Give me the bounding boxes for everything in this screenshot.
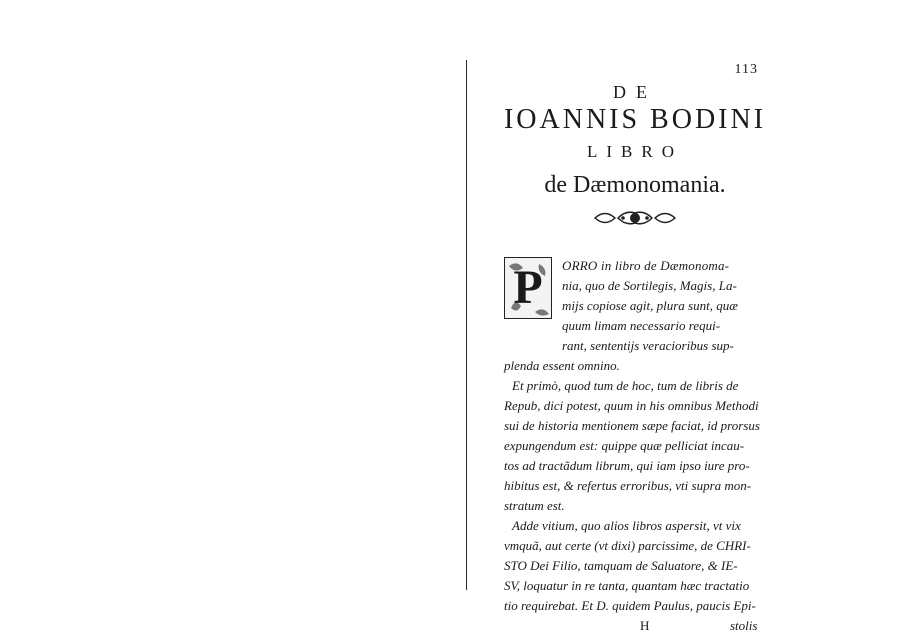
right-page: [490, 62, 780, 633]
text-line: tio requirebat. Et D. quidem Paulus, paucis Epi-: [504, 598, 756, 613]
signature-mark: H: [640, 618, 650, 633]
text-line: Repub, dici potest, quum in his omnibus Methodi: [504, 398, 759, 413]
text-line: sui de historia mentionem sæpe faciat, id prorsus: [504, 418, 760, 433]
heading-line-1: DE: [613, 82, 657, 102]
text-line: plenda essent omnino.: [504, 358, 620, 373]
text-line: nia, quo de Sortilegis, Magis, La-: [562, 278, 737, 293]
text-line: quum limam necessario requi-: [562, 318, 721, 333]
text-line: mijs copiose agit, plura sunt, quæ: [562, 298, 738, 313]
text-line: hibitus est, & refertus erroribus, vti supra mon-: [504, 478, 752, 493]
text-line: stratum est.: [504, 498, 565, 513]
heading-line-3: LIBRO: [587, 142, 683, 161]
drop-cap-letter: P: [513, 261, 543, 314]
book-gutter: [466, 60, 467, 590]
text-line: rant, sententijs veracioribus sup-: [562, 338, 734, 353]
text-line: STO Dei Filio, tamquam de Saluatore, & IE-: [504, 558, 738, 573]
catchword: stolis: [730, 618, 758, 633]
printer-ornament-icon: [590, 207, 680, 229]
text-line: ORRO in libro de Dæmonoma-: [562, 258, 730, 273]
text-line: expungendum est: quippe quæ pelliciat incau-: [504, 438, 745, 453]
page-number: 113: [734, 62, 758, 77]
text-line: SV, loquatur in re tanta, quantam hæc tractatio: [504, 578, 750, 593]
chapter-subtitle: de Dæmonomania.: [544, 172, 726, 198]
text-line: tos ad tractãdum librum, qui iam ipso iure pro-: [504, 458, 750, 473]
text-line: Adde vitium, quo alios libros aspersit, vt vix: [512, 518, 741, 533]
text-line: vmquã, aut certe (vt dixi) parcissime, de CHRI-: [504, 538, 751, 553]
text-line: Et primò, quod tum de hoc, tum de libris de: [512, 378, 739, 393]
decorated-initial: [504, 257, 552, 319]
heading-line-2: IOANNIS BODINI: [503, 104, 767, 135]
